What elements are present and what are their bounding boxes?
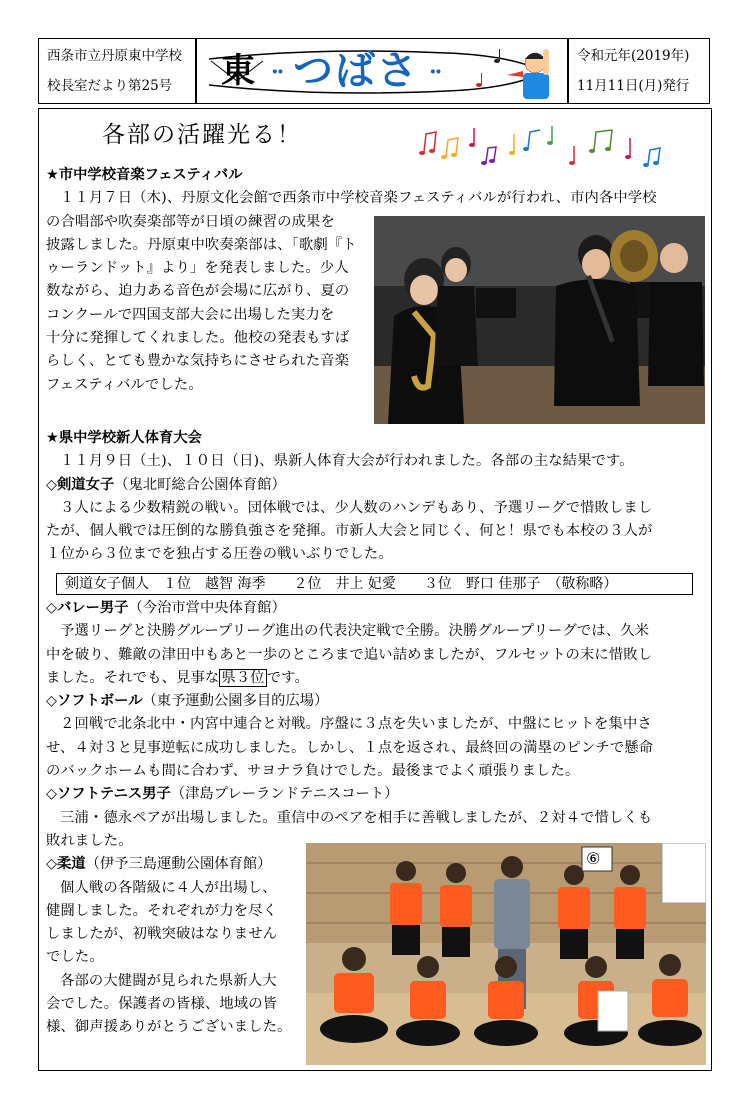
softball-line-2: のバックホームも間に合わず、サヨナラ負けでした。最後までよく頑張りました。 (46, 763, 580, 780)
softball-heading (46, 690, 653, 713)
volleyball-name: ◇バレー男子 (46, 600, 129, 616)
judo-name: ◇柔道 (46, 856, 86, 873)
music-line-3: ゥーランドット』より」を発表しました。少人 (46, 260, 349, 277)
header-date-box (568, 38, 710, 104)
kendo-line-0: ３人による少数精鋭の戦い。団体戦では、少人数のハンデもあり、予選リーグで惜敗しまし (60, 499, 653, 516)
volleyball-last-pre: ました。それでも、見事な (46, 669, 220, 686)
music-line-2: 披露しました。丹原東中吹奏楽部は、｢歌劇『ト (46, 236, 357, 253)
softball-name: ◇ソフトボール (46, 693, 143, 710)
closing-line-2: 様、御声援ありがとうございました。 (46, 1019, 292, 1036)
volleyball-result-badge: 県３位 (221, 669, 265, 686)
closing-line-1: 会でした。保護者の皆様、地域の皆 (46, 996, 278, 1013)
volleyball-venue: （今治市営中央体育館） (128, 600, 286, 616)
volleyball-line-1: 中を破り、難敵の津田中もあと一歩のところまで追い詰めましたが、フルセットの末に惜敗し (46, 646, 653, 663)
sports-section (46, 427, 652, 567)
logo-dots-left-icon: ·· (271, 59, 283, 85)
kendo-name: ◇剣道女子 (46, 476, 115, 493)
cheering-boy-icon (507, 49, 549, 99)
sports-heading: ★県中学校新人体育大会 (46, 430, 202, 446)
issue-date: 11月11日(月)発行 (577, 78, 690, 94)
music-line-6: 十分に発揮してくれました。他校の発表もすば (46, 330, 350, 347)
judo-line-0: 個人戦の各階級に４人が出場し、 (60, 879, 277, 896)
judo-line-1: 健闘しました。それぞれが力を尽く (46, 902, 278, 919)
logo-title: つばさ (293, 48, 419, 94)
music-line-0: １１月７日（木)、丹原文化会館で西条市中学校音楽フェスティバルが行われ、市内各中学校 (60, 190, 657, 207)
music-line-4: 数ながら、迫力ある音色が会場に広がり、夏の (46, 283, 350, 300)
number-card: ⑥ (586, 849, 601, 868)
header-school-box (38, 38, 196, 104)
article-title: 各部の活躍光る！ (102, 122, 302, 148)
volleyball-heading (46, 597, 653, 620)
volleyball-team-photo (306, 843, 706, 1065)
softtennis-line-0: 三浦・德永ペアが出場しました。重信中のペアを相手に善戦しましたが、２対４で惜しくも (60, 809, 653, 826)
volleyball-line-0: 予選リーグと決勝グループリーグ進出の代表決定戦で全勝。決勝グループリーグでは、久米 (60, 623, 650, 640)
music-line-1: の合唱部や吹奏楽部等が日頃の練習の成果を (46, 213, 335, 230)
team-photo-art (306, 843, 706, 1065)
music-line-8: フェスティバルでした。 (46, 376, 203, 393)
kendo-venue: （鬼北町総合公園体育館） (114, 476, 286, 493)
era-date: 令和元年(2019年) (577, 48, 690, 64)
band-photo-art (374, 216, 705, 424)
kendo-line-1: たが、個人戦では圧倒的な勝負強さを発揮。市新人大会と同じく、何と！県でも本校の３人が (46, 523, 653, 540)
closing-line-0: 各部の大健闘が見られた県新人大 (60, 972, 277, 989)
school-name: 西条市立丹原東中学校 (47, 48, 182, 64)
softball-venue: （東予運動公園多目的広場） (142, 693, 329, 710)
kendo-results-box: 剣道女子個人 １位 越智 海季 ２位 井上 妃愛 ３位 野口 佳那子 （敬称略） (56, 573, 693, 595)
kendo-heading (46, 474, 652, 497)
logo-kanji: 東 (221, 51, 255, 91)
softtennis-venue: （津島プレーランドテニスコート） (170, 786, 399, 803)
music-heading: ★市中学校音楽フェスティバル (46, 167, 243, 183)
judo-line-3: でした。 (46, 949, 104, 966)
logo-dots-right-icon: ·· (429, 59, 441, 85)
judo-line-2: しましたが、初戦突破はなりません (46, 926, 278, 943)
music-line-7: らしく、とても豊かな気持ちにさせられた音楽 (46, 353, 350, 370)
sports-intro: １１月９日（土)、１０日（日)、県新人体育大会が行われました。各部の主な結果です。 (60, 453, 634, 470)
volleyball-last-post: です。 (266, 669, 309, 686)
softball-line-1: せ、４対３と見事逆転に成功しました。しかし、１点を返され、最終回の満塁のピンチで懸命 (46, 739, 654, 756)
band-photo (374, 216, 705, 424)
newsletter-issue: 校長室だより第25号 (47, 78, 173, 94)
volleyball-line-2 (46, 667, 653, 690)
kendo-line-2: １位から３位までを独占する圧巻の戦いぶりでした。 (46, 546, 393, 563)
softtennis-heading (46, 783, 653, 806)
judo-venue: （伊予三島運動公園体育館） (85, 856, 272, 873)
softtennis-line-1: 敗れました。 (46, 832, 133, 849)
softball-line-0: ２回戦で北条北中・内宮中連合と対戦。序盤に３点を失いましたが、中盤にヒットを集中さ (60, 716, 652, 733)
music-line-5: コンクールで四国支部大会に出場した実力を (46, 306, 335, 323)
softtennis-name: ◇ソフトテニス男子 (46, 786, 171, 803)
header-logo-box (196, 38, 568, 104)
